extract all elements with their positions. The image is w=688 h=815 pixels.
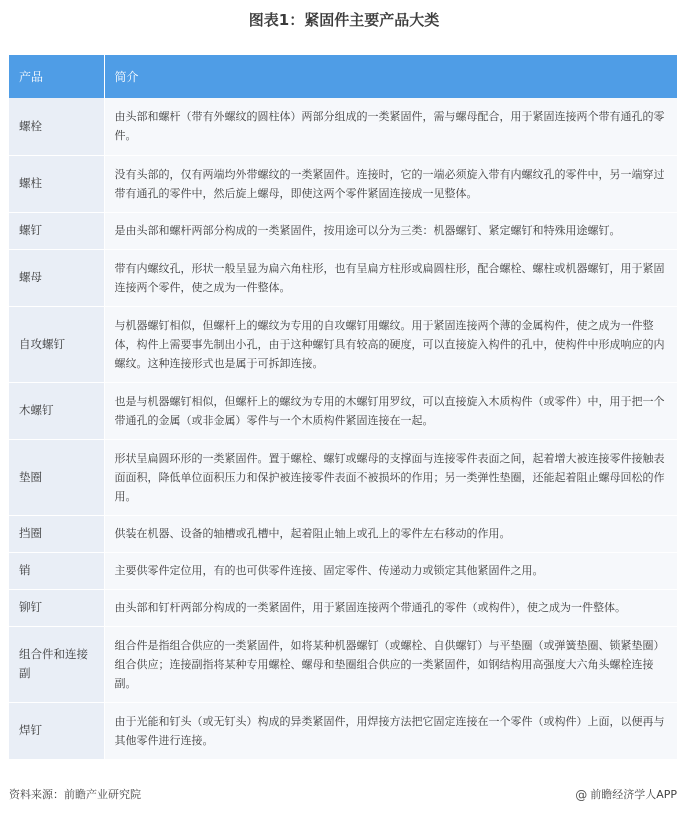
- product-description-cell: 由头部和钉杆两部分构成的一类紧固件，用于紧固连接两个带通孔的零件（或构件），使之成为一件整体。: [104, 589, 677, 626]
- table-row: [9, 552, 677, 589]
- column-header-description: 简介: [104, 55, 677, 98]
- table-header: [9, 55, 677, 98]
- column-header-product: 产品: [9, 55, 104, 98]
- product-name-cell: 螺母: [9, 249, 104, 306]
- table-row: [9, 249, 677, 306]
- product-description-cell: 主要供零件定位用，有的也可供零件连接、固定零件、传递动力或锁定其他紧固件之用。: [104, 552, 677, 589]
- table-row: [9, 306, 677, 382]
- table-row: [9, 515, 677, 552]
- product-table: [9, 55, 677, 760]
- source-note: 资料来源：前瞻产业研究院: [9, 788, 141, 801]
- table-row: [9, 382, 677, 439]
- page-title: 图表1：紧固件主要产品大类: [248, 11, 440, 29]
- product-description-cell: 与机器螺钉相似，但螺杆上的螺纹为专用的自攻螺钉用螺纹。用于紧固连接两个薄的金属构件，使之成为一件整体，构件上需要事先制出小孔，由于这种螺钉具有较高的硬度，可以直接旋入构件的孔中，使构件中形成响应的内螺纹。这种连接形式也是属于可拆卸连接。: [104, 306, 677, 382]
- product-name-cell: 挡圈: [9, 515, 104, 552]
- brand-label: 前瞻经济学人APP: [590, 788, 677, 801]
- product-name-cell: 螺栓: [9, 98, 104, 155]
- product-description-cell: 由于光能和钉头（或无钉头）构成的异类紧固件，用焊接方法把它固定连接在一个零件（或构件）上面，以便再与其他零件进行连接。: [104, 702, 677, 759]
- product-name-cell: 焊钉: [9, 702, 104, 759]
- table-row: [9, 212, 677, 249]
- product-description-cell: 组合件是指组合供应的一类紧固件，如将某种机器螺钉（或螺栓、自供螺钉）与平垫圈（或弹簧垫圈、锁紧垫圈）组合供应；连接副指将某种专用螺栓、螺母和垫圈组合供应的一类紧固件，如钢结构用高强度大六角头螺栓连接副。: [104, 626, 677, 702]
- product-description-cell: 形状呈扁圆环形的一类紧固件。置于螺栓、螺钉或螺母的支撑面与连接零件表面之间，起着增大被连接零件接触表面面积，降低单位面积压力和保护被连接零件表面不被损坏的作用；另一类弹性垫圈，还能起着阻止螺母回松的作用。: [104, 439, 677, 515]
- product-name-cell: 组合件和连接副: [9, 626, 104, 702]
- table-row: [9, 439, 677, 515]
- table-row: [9, 98, 677, 155]
- table-row: [9, 702, 677, 759]
- product-name-cell: 销: [9, 552, 104, 589]
- brand-credit: [575, 785, 677, 805]
- table-row: [9, 155, 677, 212]
- product-name-cell: 自攻螺钉: [9, 306, 104, 382]
- table-body: [9, 98, 677, 759]
- product-name-cell: 铆钉: [9, 589, 104, 626]
- table-header-row: [9, 55, 677, 98]
- product-description-cell: 带有内螺纹孔，形状一般呈显为扁六角柱形，也有呈扁方柱形或扁圆柱形，配合螺栓、螺柱或机器螺钉，用于紧固连接两个零件，使之成为一件整体。: [104, 249, 677, 306]
- product-description-cell: 也是与机器螺钉相似，但螺杆上的螺纹为专用的木螺钉用罗纹，可以直接旋入木质构件（或零件）中，用于把一个带通孔的金属（或非金属）零件与一个木质构件紧固连接在一起。: [104, 382, 677, 439]
- product-description-cell: 供装在机器、设备的轴槽或孔槽中，起着阻止轴上或孔上的零件左右移动的作用。: [104, 515, 677, 552]
- product-name-cell: 螺钉: [9, 212, 104, 249]
- at-icon: @: [575, 788, 588, 802]
- table-row: [9, 626, 677, 702]
- product-name-cell: 螺柱: [9, 155, 104, 212]
- product-name-cell: 垫圈: [9, 439, 104, 515]
- table-row: [9, 589, 677, 626]
- product-description-cell: 是由头部和螺杆两部分构成的一类紧固件，按用途可以分为三类：机器螺钉、紧定螺钉和特殊用途螺钉。: [104, 212, 677, 249]
- product-description-cell: 由头部和螺杆（带有外螺纹的圆柱体）两部分组成的一类紧固件，需与螺母配合，用于紧固连接两个带有通孔的零件。: [104, 98, 677, 155]
- product-table-container: [9, 55, 677, 760]
- product-name-cell: 木螺钉: [9, 382, 104, 439]
- footer: [9, 785, 677, 805]
- product-description-cell: 没有头部的，仅有两端均外带螺纹的一类紧固件。连接时，它的一端必须旋入带有内螺纹孔的零件中，另一端穿过带有通孔的零件中，然后旋上螺母，即使这两个零件紧固连接成一见整体。: [104, 155, 677, 212]
